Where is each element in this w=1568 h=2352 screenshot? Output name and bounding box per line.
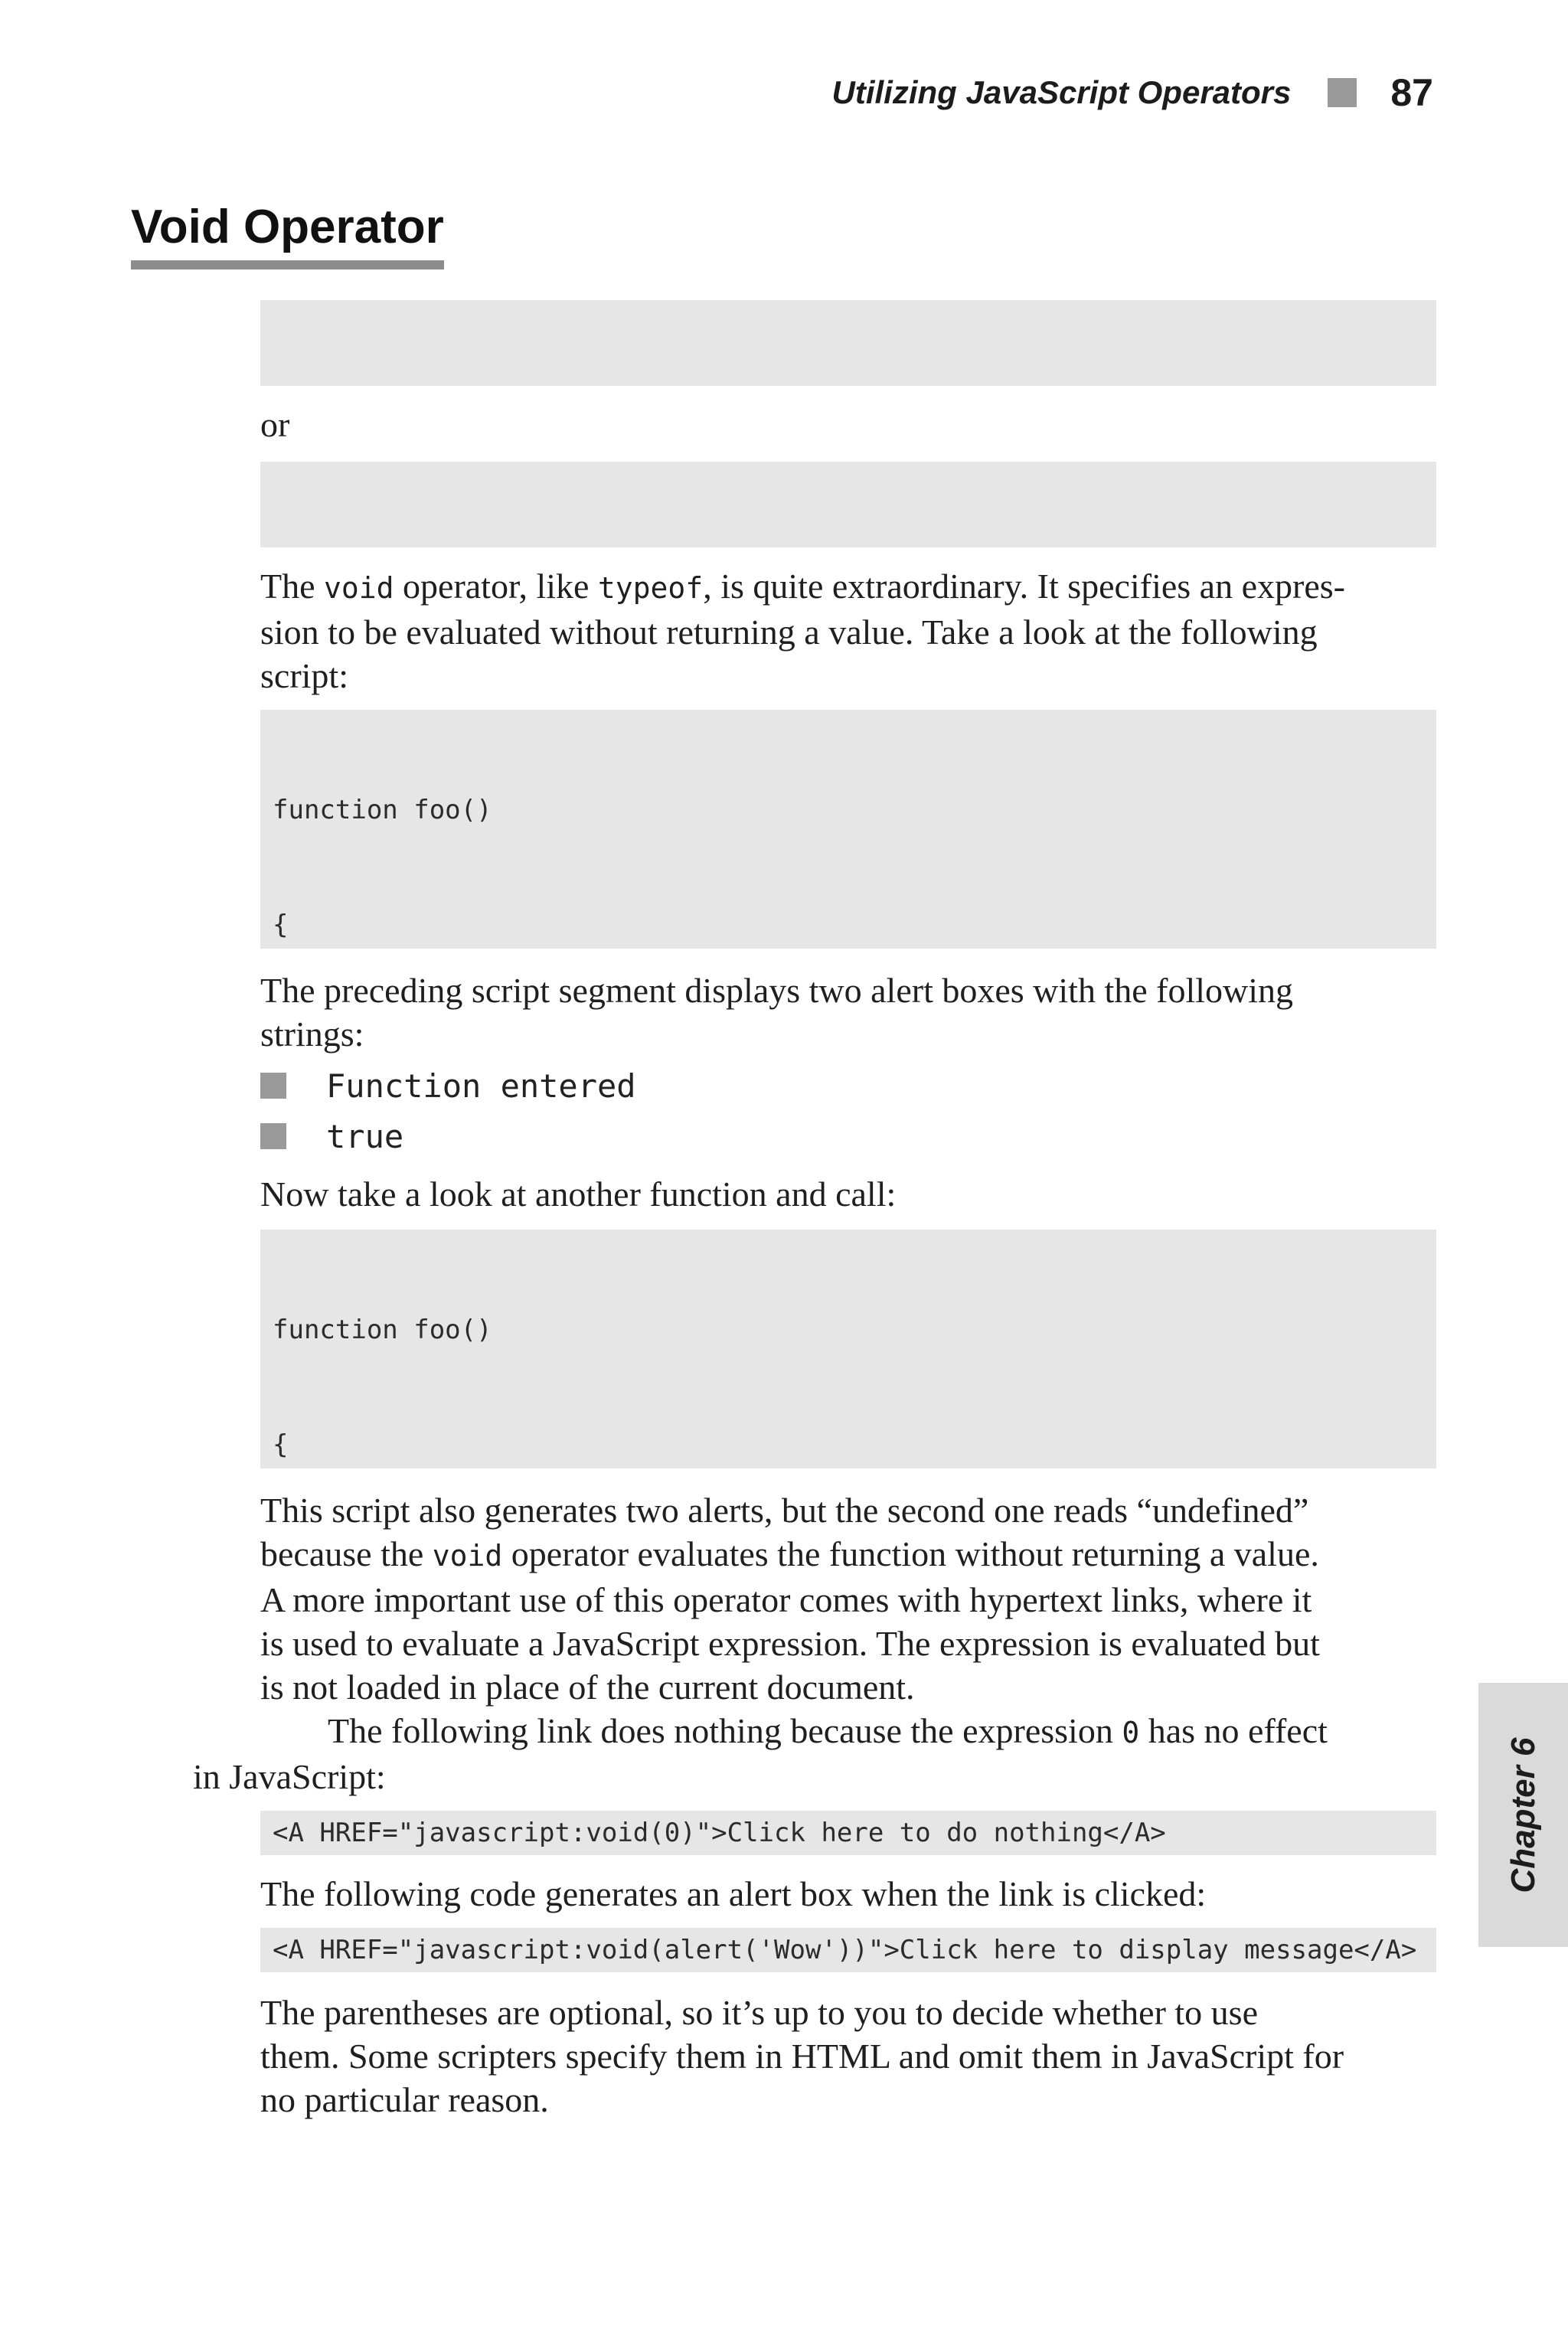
- inline-code: void: [324, 571, 394, 605]
- text-run: strings:: [260, 1014, 364, 1054]
- text-run: has no effect: [1139, 1711, 1328, 1750]
- text-run: because the: [260, 1534, 433, 1573]
- paragraph-alert-strings: [260, 969, 1436, 1056]
- code-syntax-javascript-void: [260, 462, 1436, 547]
- bullet-square-icon: [260, 1073, 286, 1099]
- code-line: [273, 381, 1424, 386]
- text-run: script:: [260, 656, 348, 695]
- bullet-text: true: [326, 1117, 404, 1155]
- text-run: The parentheses are optional, so it’s up to you to decide whether to use: [260, 1993, 1258, 2032]
- text-run: The preceding script segment displays two alert boxes with the following: [260, 971, 1294, 1010]
- code-line: function foo(): [273, 1315, 492, 1345]
- running-title: Utilizing JavaScript Operators: [831, 74, 1292, 110]
- list-item: [260, 1111, 1436, 1161]
- code-line: {: [273, 910, 289, 940]
- text-run: is not loaded in place of the current document.: [260, 1668, 915, 1707]
- text-run: in JavaScript:: [193, 1757, 386, 1796]
- text-run: them. Some scripters specify them in HTML and omit them in JavaScript for: [260, 2037, 1344, 2076]
- inline-code: 0: [1122, 1716, 1140, 1749]
- text-run: is used to evaluate a JavaScript expression. The expression is evaluated but: [260, 1624, 1320, 1663]
- text-run: operator evaluates the function without returning a value.: [502, 1534, 1319, 1573]
- page-number: 87: [1390, 71, 1433, 114]
- code-line: function foo(): [273, 795, 492, 825]
- paragraph-another-function: Now take a look at another function and call:: [260, 1174, 897, 1214]
- running-head: [832, 66, 1433, 119]
- code-block-foo: [260, 710, 1436, 949]
- inline-code: void: [432, 1539, 503, 1573]
- text-run: The: [260, 567, 325, 606]
- code-line: [273, 543, 1424, 547]
- text-run: sion to be evaluated without returning a value. Take a look at the following: [260, 612, 1318, 652]
- chapter-tab: [1478, 1683, 1568, 1947]
- code-link-alert-wow: <A HREF="javascript:void(alert('Wow'))">Click here to display message</A>: [260, 1928, 1436, 1972]
- text-run: operator, like: [394, 567, 598, 606]
- code-block-void-foo: [260, 1230, 1436, 1468]
- text-run: This script also generates two alerts, but the second one reads “undefined”: [260, 1491, 1309, 1530]
- bullet-text: Function entered: [326, 1067, 636, 1105]
- code-argument: [351, 385, 476, 386]
- or-text: or: [260, 405, 290, 444]
- section-heading: Void Operator: [131, 198, 444, 270]
- bullet-list: [260, 1060, 1436, 1161]
- code-link-void-0: <A HREF="javascript:void(0)">Click here to do nothing</A>: [260, 1811, 1436, 1855]
- paragraph-void-intro: [260, 564, 1436, 697]
- page-content: [193, 300, 1436, 2122]
- text-run: A more important use of this operator comes with hypertext links, where it: [260, 1580, 1312, 1619]
- bullet-square-icon: [260, 1123, 286, 1149]
- code-keyword: [273, 385, 351, 386]
- paragraph-alert-link: The following code generates an alert box when the link is clicked:: [260, 1874, 1207, 1913]
- inline-code: typeof: [597, 571, 704, 605]
- chapter-tab-label: Chapter 6: [1504, 1737, 1542, 1893]
- code-line: {: [273, 1429, 289, 1460]
- code-syntax-void: [260, 300, 1436, 386]
- paragraph-undefined-explanation: [260, 1488, 1436, 1709]
- paragraph-link-nothing: [193, 1709, 1436, 1798]
- paragraph-parentheses-optional: [260, 1991, 1436, 2122]
- text-run: no particular reason.: [260, 2080, 549, 2119]
- header-square-icon: [1328, 78, 1357, 107]
- text-run: The following link does nothing because the expression: [328, 1711, 1122, 1750]
- list-item: [260, 1060, 1436, 1111]
- text-run: , is quite extraordinary. It specifies an expres-: [703, 567, 1345, 606]
